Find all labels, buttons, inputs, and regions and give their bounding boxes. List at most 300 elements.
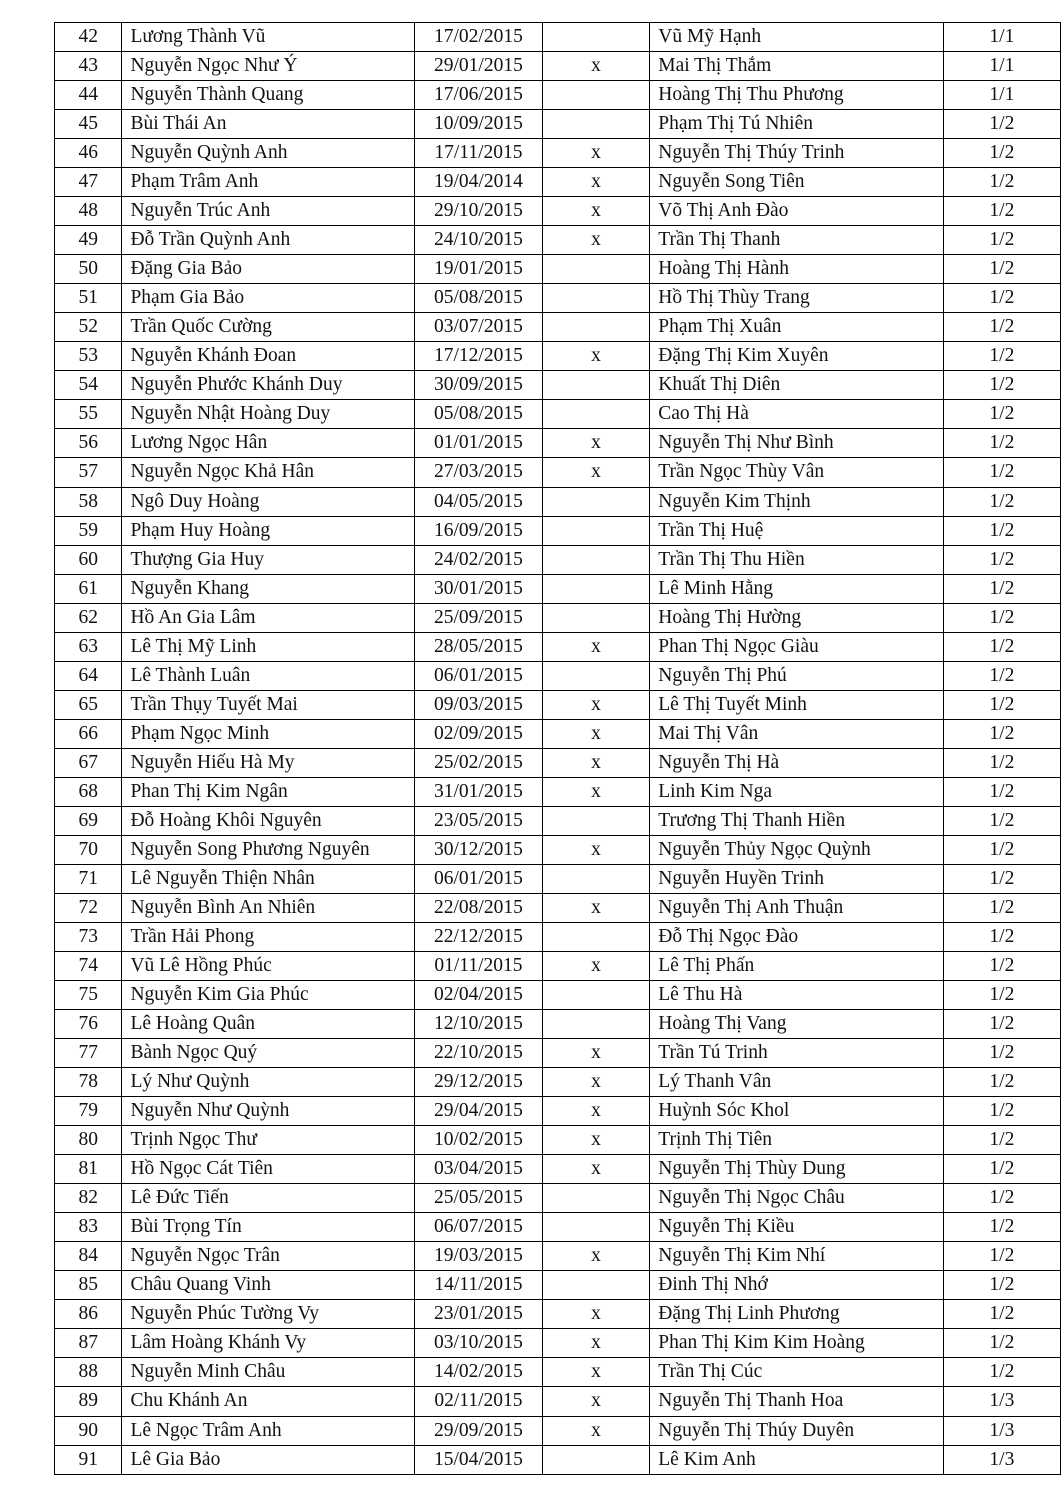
- female-mark: x: [542, 893, 650, 922]
- table-row: [55, 1329, 1061, 1358]
- row-number: 89: [55, 1387, 122, 1416]
- table-row: [55, 284, 1061, 313]
- parent-name: Phạm Thị Tú Nhiên: [650, 110, 943, 139]
- female-mark: [542, 313, 650, 342]
- student-name: Phan Thị Kim Ngân: [122, 777, 415, 806]
- date-of-birth: 23/01/2015: [415, 1300, 543, 1329]
- row-number: 63: [55, 632, 122, 661]
- student-name: Lê Đức Tiến: [122, 1184, 415, 1213]
- row-number: 91: [55, 1445, 122, 1474]
- date-of-birth: 06/01/2015: [415, 661, 543, 690]
- row-number: 56: [55, 429, 122, 458]
- student-name: Trần Quốc Cường: [122, 313, 415, 342]
- female-mark: x: [542, 139, 650, 168]
- table-row: [55, 516, 1061, 545]
- date-of-birth: 04/05/2015: [415, 487, 543, 516]
- row-number: 59: [55, 516, 122, 545]
- table-row: [55, 952, 1061, 981]
- student-name: Lê Ngọc Trâm Anh: [122, 1416, 415, 1445]
- table-row: [55, 1416, 1061, 1445]
- female-mark: x: [542, 719, 650, 748]
- student-name: Hồ Ngọc Cát Tiên: [122, 1155, 415, 1184]
- female-mark: x: [542, 835, 650, 864]
- table-row: [55, 81, 1061, 110]
- parent-name: Cao Thị Hà: [650, 400, 943, 429]
- date-of-birth: 16/09/2015: [415, 516, 543, 545]
- date-of-birth: 17/12/2015: [415, 342, 543, 371]
- row-number: 55: [55, 400, 122, 429]
- female-mark: [542, 1445, 650, 1474]
- date-of-birth: 29/04/2015: [415, 1097, 543, 1126]
- class-label: 1/2: [943, 1242, 1060, 1271]
- row-number: 77: [55, 1039, 122, 1068]
- class-label: 1/2: [943, 835, 1060, 864]
- class-label: 1/2: [943, 1068, 1060, 1097]
- row-number: 71: [55, 864, 122, 893]
- parent-name: Võ Thị Anh Đào: [650, 197, 943, 226]
- student-name: Nguyễn Như Quỳnh: [122, 1097, 415, 1126]
- parent-name: Phan Thị Kim Kim Hoàng: [650, 1329, 943, 1358]
- parent-name: Hoàng Thị Thu Phương: [650, 81, 943, 110]
- class-label: 1/1: [943, 81, 1060, 110]
- parent-name: Nguyễn Thị Kim Nhí: [650, 1242, 943, 1271]
- female-mark: x: [542, 690, 650, 719]
- female-mark: [542, 487, 650, 516]
- student-name: Đỗ Hoàng Khôi Nguyên: [122, 806, 415, 835]
- date-of-birth: 17/02/2015: [415, 23, 543, 52]
- table-row: [55, 197, 1061, 226]
- row-number: 73: [55, 922, 122, 951]
- date-of-birth: 17/06/2015: [415, 81, 543, 110]
- table-row: [55, 777, 1061, 806]
- female-mark: [542, 1271, 650, 1300]
- student-name: Nguyễn Ngọc Khả Hân: [122, 458, 415, 487]
- class-label: 1/2: [943, 284, 1060, 313]
- student-name: Lê Hoàng Quân: [122, 1010, 415, 1039]
- student-name: Nguyễn Trúc Anh: [122, 197, 415, 226]
- class-label: 1/2: [943, 952, 1060, 981]
- class-label: 1/2: [943, 313, 1060, 342]
- female-mark: [542, 400, 650, 429]
- date-of-birth: 06/01/2015: [415, 864, 543, 893]
- parent-name: Nguyễn Thị Hà: [650, 748, 943, 777]
- row-number: 79: [55, 1097, 122, 1126]
- date-of-birth: 24/10/2015: [415, 226, 543, 255]
- row-number: 48: [55, 197, 122, 226]
- row-number: 47: [55, 168, 122, 197]
- table-row: [55, 1184, 1061, 1213]
- table-row: [55, 748, 1061, 777]
- date-of-birth: 29/12/2015: [415, 1068, 543, 1097]
- student-name: Phạm Ngọc Minh: [122, 719, 415, 748]
- date-of-birth: 10/02/2015: [415, 1126, 543, 1155]
- parent-name: Lê Thị Phấn: [650, 952, 943, 981]
- date-of-birth: 23/05/2015: [415, 806, 543, 835]
- student-name: Vũ Lê Hồng Phúc: [122, 952, 415, 981]
- date-of-birth: 15/04/2015: [415, 1445, 543, 1474]
- date-of-birth: 01/11/2015: [415, 952, 543, 981]
- row-number: 50: [55, 255, 122, 284]
- date-of-birth: 03/07/2015: [415, 313, 543, 342]
- parent-name: Trần Thị Thanh: [650, 226, 943, 255]
- female-mark: [542, 545, 650, 574]
- row-number: 67: [55, 748, 122, 777]
- class-label: 1/2: [943, 545, 1060, 574]
- table-row: [55, 313, 1061, 342]
- parent-name: Trần Ngọc Thùy Vân: [650, 458, 943, 487]
- class-label: 1/1: [943, 52, 1060, 81]
- female-mark: [542, 981, 650, 1010]
- class-label: 1/1: [943, 23, 1060, 52]
- date-of-birth: 22/08/2015: [415, 893, 543, 922]
- parent-name: Khuất Thị Diên: [650, 371, 943, 400]
- class-label: 1/2: [943, 1213, 1060, 1242]
- student-list-table: [54, 22, 1061, 1475]
- female-mark: [542, 516, 650, 545]
- parent-name: Lê Minh Hằng: [650, 574, 943, 603]
- class-label: 1/2: [943, 1271, 1060, 1300]
- female-mark: [542, 864, 650, 893]
- female-mark: x: [542, 429, 650, 458]
- date-of-birth: 10/09/2015: [415, 110, 543, 139]
- date-of-birth: 30/01/2015: [415, 574, 543, 603]
- row-number: 78: [55, 1068, 122, 1097]
- parent-name: Trần Thị Cúc: [650, 1358, 943, 1387]
- class-label: 1/2: [943, 1010, 1060, 1039]
- parent-name: Phạm Thị Xuân: [650, 313, 943, 342]
- row-number: 43: [55, 52, 122, 81]
- table-row: [55, 23, 1061, 52]
- row-number: 51: [55, 284, 122, 313]
- female-mark: [542, 255, 650, 284]
- table-row: [55, 1271, 1061, 1300]
- class-label: 1/2: [943, 748, 1060, 777]
- table-row: [55, 342, 1061, 371]
- female-mark: x: [542, 1155, 650, 1184]
- table-row: [55, 806, 1061, 835]
- class-label: 1/2: [943, 400, 1060, 429]
- parent-name: Nguyễn Thị Thùy Dung: [650, 1155, 943, 1184]
- row-number: 45: [55, 110, 122, 139]
- table-row: [55, 574, 1061, 603]
- parent-name: Lê Thị Tuyết Minh: [650, 690, 943, 719]
- date-of-birth: 09/03/2015: [415, 690, 543, 719]
- table-row: [55, 690, 1061, 719]
- class-label: 1/2: [943, 1126, 1060, 1155]
- date-of-birth: 19/03/2015: [415, 1242, 543, 1271]
- student-name: Lê Thành Luân: [122, 661, 415, 690]
- parent-name: Lê Kim Anh: [650, 1445, 943, 1474]
- row-number: 86: [55, 1300, 122, 1329]
- student-name: Phạm Huy Hoàng: [122, 516, 415, 545]
- student-name: Châu Quang Vinh: [122, 1271, 415, 1300]
- date-of-birth: 03/10/2015: [415, 1329, 543, 1358]
- female-mark: x: [542, 342, 650, 371]
- class-label: 1/2: [943, 1039, 1060, 1068]
- student-name: Nguyễn Minh Châu: [122, 1358, 415, 1387]
- table-row: [55, 487, 1061, 516]
- date-of-birth: 29/10/2015: [415, 197, 543, 226]
- class-label: 1/2: [943, 864, 1060, 893]
- female-mark: [542, 81, 650, 110]
- date-of-birth: 17/11/2015: [415, 139, 543, 168]
- student-name: Lương Thành Vũ: [122, 23, 415, 52]
- parent-name: Nguyễn Song Tiên: [650, 168, 943, 197]
- class-label: 1/2: [943, 371, 1060, 400]
- parent-name: Hồ Thị Thùy Trang: [650, 284, 943, 313]
- female-mark: [542, 23, 650, 52]
- row-number: 62: [55, 603, 122, 632]
- table-row: [55, 110, 1061, 139]
- class-label: 1/2: [943, 429, 1060, 458]
- student-name: Phạm Trâm Anh: [122, 168, 415, 197]
- table-row: [55, 864, 1061, 893]
- parent-name: Trịnh Thị Tiên: [650, 1126, 943, 1155]
- date-of-birth: 01/01/2015: [415, 429, 543, 458]
- parent-name: Đặng Thị Kim Xuyên: [650, 342, 943, 371]
- date-of-birth: 19/01/2015: [415, 255, 543, 284]
- parent-name: Linh Kim Nga: [650, 777, 943, 806]
- date-of-birth: 02/11/2015: [415, 1387, 543, 1416]
- table-row: [55, 400, 1061, 429]
- class-label: 1/2: [943, 981, 1060, 1010]
- parent-name: Nguyễn Thị Thúy Trinh: [650, 139, 943, 168]
- class-label: 1/2: [943, 197, 1060, 226]
- student-name: Nguyễn Phúc Tường Vy: [122, 1300, 415, 1329]
- class-label: 1/2: [943, 1184, 1060, 1213]
- date-of-birth: 22/12/2015: [415, 922, 543, 951]
- row-number: 58: [55, 487, 122, 516]
- date-of-birth: 30/09/2015: [415, 371, 543, 400]
- parent-name: Đinh Thị Nhớ: [650, 1271, 943, 1300]
- student-name: Đặng Gia Bảo: [122, 255, 415, 284]
- parent-name: Nguyễn Thị Ngọc Châu: [650, 1184, 943, 1213]
- row-number: 76: [55, 1010, 122, 1039]
- date-of-birth: 14/11/2015: [415, 1271, 543, 1300]
- row-number: 68: [55, 777, 122, 806]
- table-row: [55, 429, 1061, 458]
- class-label: 1/2: [943, 1300, 1060, 1329]
- class-label: 1/2: [943, 1155, 1060, 1184]
- student-name: Nguyễn Khang: [122, 574, 415, 603]
- female-mark: x: [542, 1097, 650, 1126]
- row-number: 52: [55, 313, 122, 342]
- class-label: 1/2: [943, 1329, 1060, 1358]
- student-name: Lê Nguyễn Thiện Nhân: [122, 864, 415, 893]
- parent-name: Vũ Mỹ Hạnh: [650, 23, 943, 52]
- parent-name: Đỗ Thị Ngọc Đào: [650, 922, 943, 951]
- female-mark: x: [542, 632, 650, 661]
- class-label: 1/2: [943, 893, 1060, 922]
- table-row: [55, 1097, 1061, 1126]
- female-mark: [542, 806, 650, 835]
- class-label: 1/2: [943, 806, 1060, 835]
- row-number: 60: [55, 545, 122, 574]
- row-number: 84: [55, 1242, 122, 1271]
- class-label: 1/2: [943, 574, 1060, 603]
- female-mark: [542, 1010, 650, 1039]
- student-name: Trịnh Ngọc Thư: [122, 1126, 415, 1155]
- parent-name: Nguyễn Thủy Ngọc Quỳnh: [650, 835, 943, 864]
- parent-name: Trần Thị Thu Hiền: [650, 545, 943, 574]
- student-name: Nguyễn Khánh Đoan: [122, 342, 415, 371]
- parent-name: Trương Thị Thanh Hiền: [650, 806, 943, 835]
- female-mark: [542, 1184, 650, 1213]
- date-of-birth: 19/04/2014: [415, 168, 543, 197]
- student-name: Nguyễn Nhật Hoàng Duy: [122, 400, 415, 429]
- date-of-birth: 14/02/2015: [415, 1358, 543, 1387]
- class-label: 1/2: [943, 719, 1060, 748]
- female-mark: [542, 1213, 650, 1242]
- student-name: Bùi Thái An: [122, 110, 415, 139]
- date-of-birth: 02/09/2015: [415, 719, 543, 748]
- student-name: Lương Ngọc Hân: [122, 429, 415, 458]
- student-name: Lâm Hoàng Khánh Vy: [122, 1329, 415, 1358]
- parent-name: Nguyễn Thị Anh Thuận: [650, 893, 943, 922]
- table-row: [55, 1387, 1061, 1416]
- parent-name: Lê Thu Hà: [650, 981, 943, 1010]
- row-number: 82: [55, 1184, 122, 1213]
- class-label: 1/2: [943, 168, 1060, 197]
- class-label: 1/2: [943, 110, 1060, 139]
- row-number: 65: [55, 690, 122, 719]
- parent-name: Nguyễn Huyền Trinh: [650, 864, 943, 893]
- class-label: 1/2: [943, 632, 1060, 661]
- date-of-birth: 31/01/2015: [415, 777, 543, 806]
- parent-name: Nguyễn Kim Thịnh: [650, 487, 943, 516]
- student-name: Lê Thị Mỹ Linh: [122, 632, 415, 661]
- row-number: 85: [55, 1271, 122, 1300]
- row-number: 66: [55, 719, 122, 748]
- date-of-birth: 28/05/2015: [415, 632, 543, 661]
- student-name: Nguyễn Quỳnh Anh: [122, 139, 415, 168]
- female-mark: x: [542, 1039, 650, 1068]
- parent-name: Lý Thanh Vân: [650, 1068, 943, 1097]
- parent-name: Nguyễn Thị Như Bình: [650, 429, 943, 458]
- female-mark: x: [542, 168, 650, 197]
- date-of-birth: 30/12/2015: [415, 835, 543, 864]
- class-label: 1/2: [943, 255, 1060, 284]
- female-mark: x: [542, 1242, 650, 1271]
- table-row: [55, 1155, 1061, 1184]
- table-row: [55, 893, 1061, 922]
- student-name: Nguyễn Ngọc Như Ý: [122, 52, 415, 81]
- student-name: Nguyễn Bình An Nhiên: [122, 893, 415, 922]
- student-name: Nguyễn Ngọc Trân: [122, 1242, 415, 1271]
- class-label: 1/2: [943, 458, 1060, 487]
- parent-name: Nguyễn Thị Thúy Duyên: [650, 1416, 943, 1445]
- parent-name: Trần Thị Huệ: [650, 516, 943, 545]
- student-name: Lý Như Quỳnh: [122, 1068, 415, 1097]
- student-name: Đỗ Trần Quỳnh Anh: [122, 226, 415, 255]
- student-name: Nguyễn Hiếu Hà My: [122, 748, 415, 777]
- parent-name: Nguyễn Thị Phú: [650, 661, 943, 690]
- student-name: Lê Gia Bảo: [122, 1445, 415, 1474]
- student-name: Hồ An Gia Lâm: [122, 603, 415, 632]
- parent-name: Mai Thị Vân: [650, 719, 943, 748]
- row-number: 72: [55, 893, 122, 922]
- female-mark: x: [542, 1416, 650, 1445]
- parent-name: Hoàng Thị Hường: [650, 603, 943, 632]
- parent-name: Mai Thị Thắm: [650, 52, 943, 81]
- female-mark: x: [542, 952, 650, 981]
- class-label: 1/2: [943, 1097, 1060, 1126]
- table-row: [55, 139, 1061, 168]
- class-label: 1/2: [943, 777, 1060, 806]
- class-label: 1/2: [943, 139, 1060, 168]
- date-of-birth: 06/07/2015: [415, 1213, 543, 1242]
- female-mark: x: [542, 458, 650, 487]
- female-mark: [542, 110, 650, 139]
- table-row: [55, 52, 1061, 81]
- student-name: Bành Ngọc Quý: [122, 1039, 415, 1068]
- row-number: 44: [55, 81, 122, 110]
- class-label: 1/2: [943, 661, 1060, 690]
- table-row: [55, 835, 1061, 864]
- table-row: [55, 922, 1061, 951]
- date-of-birth: 03/04/2015: [415, 1155, 543, 1184]
- date-of-birth: 25/02/2015: [415, 748, 543, 777]
- row-number: 61: [55, 574, 122, 603]
- class-label: 1/2: [943, 690, 1060, 719]
- row-number: 81: [55, 1155, 122, 1184]
- female-mark: x: [542, 748, 650, 777]
- female-mark: [542, 922, 650, 951]
- date-of-birth: 02/04/2015: [415, 981, 543, 1010]
- class-label: 1/2: [943, 1358, 1060, 1387]
- student-name: Phạm Gia Bảo: [122, 284, 415, 313]
- class-label: 1/2: [943, 226, 1060, 255]
- female-mark: [542, 284, 650, 313]
- row-number: 69: [55, 806, 122, 835]
- row-number: 83: [55, 1213, 122, 1242]
- date-of-birth: 27/03/2015: [415, 458, 543, 487]
- table-row: [55, 603, 1061, 632]
- table-row: [55, 719, 1061, 748]
- table-row: [55, 632, 1061, 661]
- table-row: [55, 545, 1061, 574]
- row-number: 46: [55, 139, 122, 168]
- student-name: Nguyễn Phước Khánh Duy: [122, 371, 415, 400]
- row-number: 57: [55, 458, 122, 487]
- student-name: Nguyễn Song Phương Nguyên: [122, 835, 415, 864]
- table-row: [55, 255, 1061, 284]
- female-mark: x: [542, 197, 650, 226]
- parent-name: Đặng Thị Linh Phương: [650, 1300, 943, 1329]
- table-row: [55, 1242, 1061, 1271]
- class-label: 1/3: [943, 1387, 1060, 1416]
- parent-name: Nguyễn Thị Thanh Hoa: [650, 1387, 943, 1416]
- female-mark: x: [542, 1126, 650, 1155]
- date-of-birth: 29/09/2015: [415, 1416, 543, 1445]
- table-row: [55, 1213, 1061, 1242]
- parent-name: Hoàng Thị Hành: [650, 255, 943, 284]
- table-row: [55, 1126, 1061, 1155]
- table-row: [55, 1300, 1061, 1329]
- student-name: Trần Thụy Tuyết Mai: [122, 690, 415, 719]
- date-of-birth: 05/08/2015: [415, 284, 543, 313]
- row-number: 88: [55, 1358, 122, 1387]
- student-name: Bùi Trọng Tín: [122, 1213, 415, 1242]
- table-row: [55, 168, 1061, 197]
- table-row: [55, 1068, 1061, 1097]
- female-mark: [542, 574, 650, 603]
- table-row: [55, 371, 1061, 400]
- female-mark: [542, 371, 650, 400]
- table-row: [55, 981, 1061, 1010]
- parent-name: Huỳnh Sóc Khol: [650, 1097, 943, 1126]
- row-number: 49: [55, 226, 122, 255]
